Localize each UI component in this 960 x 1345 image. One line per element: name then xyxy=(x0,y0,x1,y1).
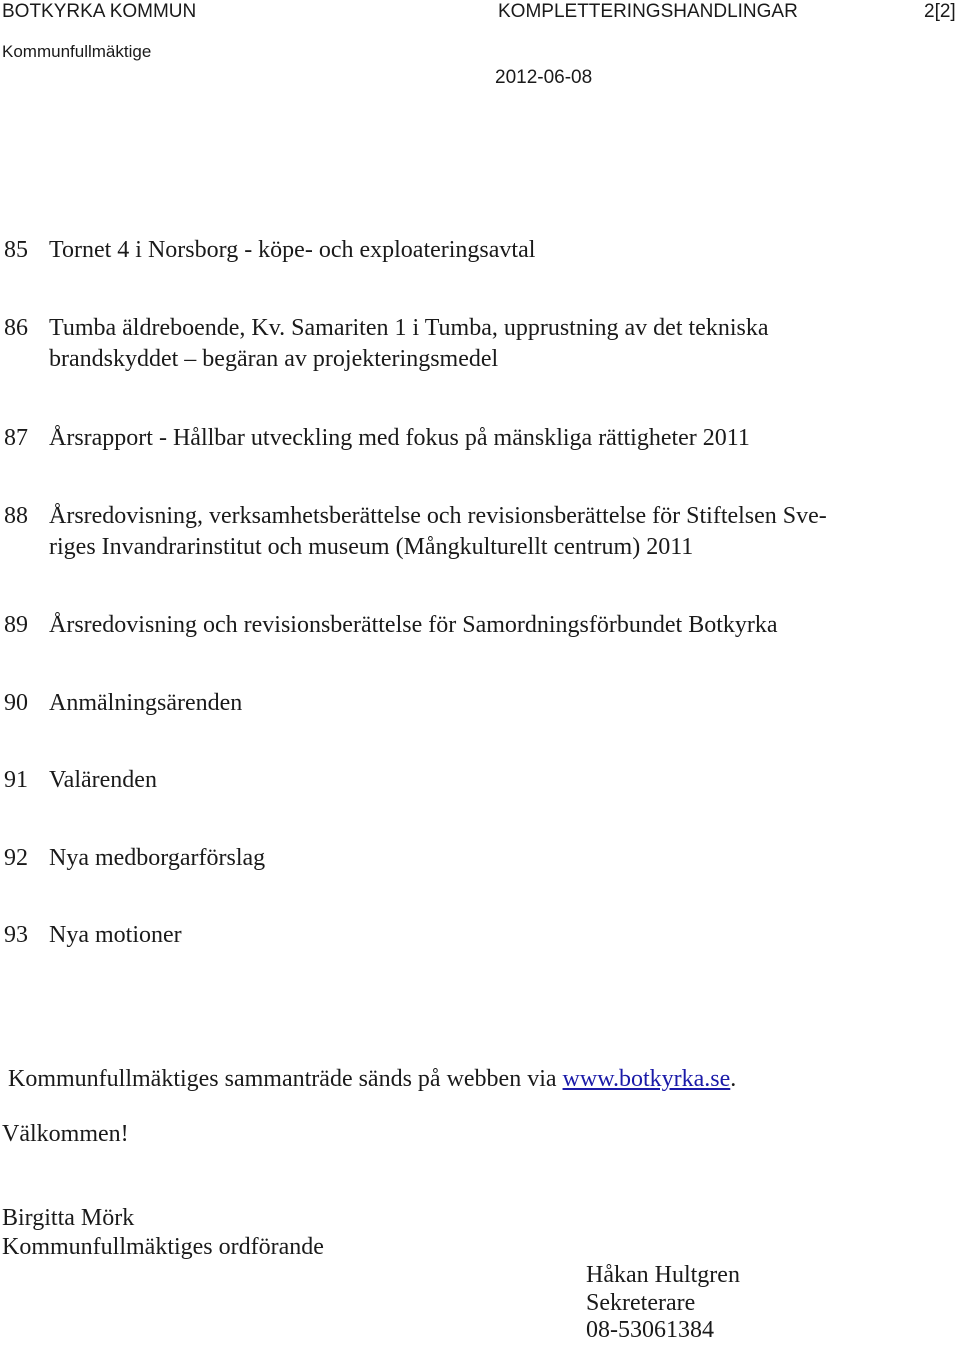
agenda-item-title: Årsredovisning och revisionsberättelse för Samordningsförbundet Botkyrka xyxy=(49,612,778,638)
agenda-item-91 xyxy=(4,765,157,796)
agenda-item-number: 92 xyxy=(4,845,28,871)
secretary-name: Håkan Hultgren xyxy=(586,1262,740,1288)
agenda-item-number: 87 xyxy=(4,425,28,451)
agenda-item-title-continued: brandskyddet – begäran av projekteringsmedel xyxy=(49,346,499,372)
issuing-body: Kommunfullmäktige xyxy=(2,42,152,61)
agenda-item-title: Nya medborgarförslag xyxy=(49,845,266,871)
agenda-item-93 xyxy=(4,920,182,951)
agenda-item-number: 86 xyxy=(4,315,28,341)
document-type: KOMPLETTERINGSHANDLINGAR xyxy=(498,1,798,22)
agenda-item-number: 90 xyxy=(4,690,28,716)
chair-title: Kommunfullmäktiges ordförande xyxy=(2,1234,324,1260)
agenda-item-title-continued: riges Invandrarinstitut och museum (Mångkulturellt centrum) 2011 xyxy=(49,534,694,560)
agenda-item-title: Anmälningsärenden xyxy=(49,690,243,716)
agenda-item-title: Nya motioner xyxy=(49,922,182,948)
agenda-item-title: Årsredovisning, verksamhetsberättelse och revisionsberättelse för Stiftelsen Sve- xyxy=(49,503,827,529)
agenda-item-title: Tumba äldreboende, Kv. Samariten 1 i Tumba, upprustning av det tekniska xyxy=(49,315,769,341)
agenda-item-92 xyxy=(4,843,265,874)
agenda-item-number: 85 xyxy=(4,237,28,263)
welcome-text: Välkommen! xyxy=(2,1121,129,1147)
agenda-item-title: Valärenden xyxy=(49,767,157,793)
agenda-item-87 xyxy=(4,423,750,454)
agenda-item-number: 91 xyxy=(4,767,28,793)
agenda-item-90 xyxy=(4,688,242,719)
document-date: 2012-06-08 xyxy=(495,67,593,88)
web-broadcast-suffix: . xyxy=(730,1066,737,1092)
agenda-item-number: 88 xyxy=(4,503,28,529)
organization-name: BOTKYRKA KOMMUN xyxy=(2,1,197,22)
chair-name: Birgitta Mörk xyxy=(2,1205,135,1231)
secretary-phone: 08-53061384 xyxy=(586,1317,714,1343)
web-broadcast-text: Kommunfullmäktiges sammanträde sänds på webben via xyxy=(8,1066,563,1092)
agenda-item-title: Tornet 4 i Norsborg - köpe- och exploateringsavtal xyxy=(49,237,536,263)
web-broadcast-notice xyxy=(8,1065,736,1094)
agenda-item-89 xyxy=(4,610,778,641)
agenda-item-number: 93 xyxy=(4,922,28,948)
agenda-item-88 xyxy=(4,501,827,563)
secretary-title: Sekreterare xyxy=(586,1290,696,1316)
page-number: 2[2] xyxy=(924,1,956,22)
agenda-item-number: 89 xyxy=(4,612,28,638)
agenda-item-86 xyxy=(4,313,768,375)
agenda-item-title: Årsrapport - Hållbar utveckling med fokus på mänskliga rättigheter 2011 xyxy=(49,425,750,451)
botkyrka-website-link[interactable]: www.botkyrka.se xyxy=(562,1066,731,1092)
agenda-item-85 xyxy=(4,235,535,266)
